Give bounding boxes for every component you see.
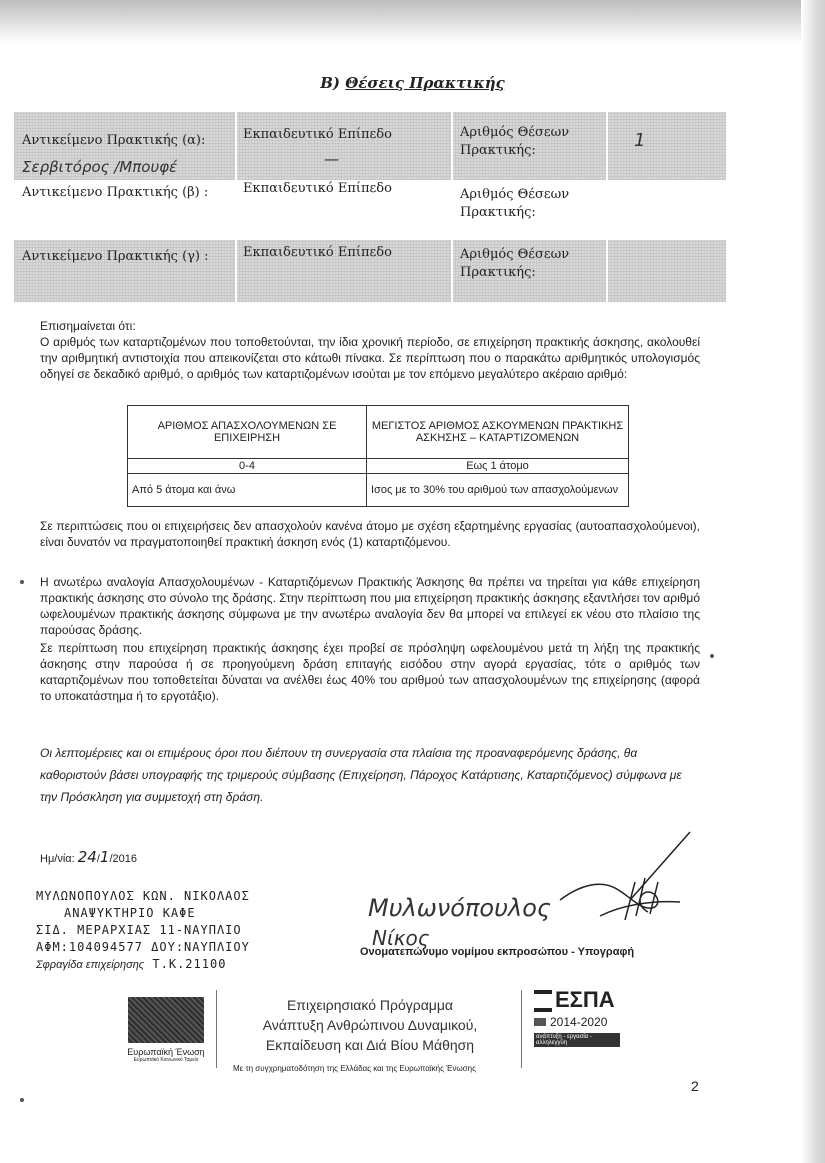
eu-mini-flag-icon [534, 1018, 546, 1026]
signature-scribble [540, 830, 700, 930]
table-header-row [128, 406, 629, 459]
programme-line-1: Επιχειρησιακό Πρόγραμμα [286, 997, 454, 1013]
espa-years: 2014-2020 [550, 1015, 608, 1029]
date-label: Ημ/νία: [40, 853, 75, 865]
company-stamp [36, 888, 250, 974]
section-prefix: B) [320, 74, 340, 92]
programme-line-2: Ανάπτυξη Ανθρώπινου Δυναμικού, [262, 1017, 478, 1033]
espa-logo [534, 987, 620, 1048]
signatory-surname: Μυλωνόπουλος [368, 894, 551, 922]
paragraph-text: Σε περίπτωση που επιχείρηση πρακτικής άσκησης έχει προβεί σε πρόσληψη ωφελουμένου μετά τη λήξη της πρακτικής άσκησης στην παρούσα ή σε προηγούμενη δράση επιταγής εισόδου στην αγορά εργασίας, τότε ο αριθμός των καταρτιζομένων που τοποθετείται δύναται να ανέλθει έως 40% του αριθμού των απασχολουμένων της επιχείρησης (αφορά το υποκατάστημα ή το εργοτάξιο). [40, 641, 700, 703]
paragraph-hiring [40, 640, 700, 704]
paragraph-self-employed [40, 518, 700, 550]
espa-mark-icon [534, 990, 552, 1012]
position-row-a [14, 112, 726, 180]
position-row-c [14, 240, 726, 302]
stamp-line-name: ΜΥΛΩΝΟΠΟΥΛΟΣ ΚΩΝ. ΝΙΚΟΛΑΟΣ [36, 889, 250, 903]
scan-speck [20, 580, 24, 584]
employees-table [127, 405, 629, 507]
scan-shadow-top [0, 0, 825, 44]
position-c-seats-label: Αριθμός Θέσεων Πρακτικής: [460, 247, 570, 280]
position-a-seats-label: Αριθμός Θέσεων Πρακτικής: [460, 125, 570, 158]
section-title-text: Θέσεις Πρακτικής [345, 74, 505, 92]
table-cell-employees: 0-4 [128, 459, 367, 474]
table-cell-employees: Από 5 άτομα και άνω [128, 474, 367, 507]
position-row-b [14, 180, 726, 240]
position-a-level-label: Εκπαιδευτικό Επίπεδο [243, 127, 392, 142]
date-day: 24 [77, 848, 97, 866]
programme-title [220, 995, 520, 1055]
espa-tagline: ανάπτυξη - εργασία - αλληλεγγύη [534, 1033, 620, 1047]
cofunding-note: Με τη συγχρηματοδότηση της Ελλάδας και της Ευρωπαϊκής Ένωσης [233, 1064, 476, 1073]
position-a-level-value: — [324, 150, 339, 168]
date-month: 1 [99, 848, 110, 866]
date-line: Ημ/νία: 24/1/2016 [40, 848, 137, 866]
position-b-seats-label: Αριθμός Θέσεων Πρακτικής: [460, 187, 570, 220]
stamp-line-address: ΣΙΔ. ΜΕΡΑΡΧΙΑΣ 11-ΝΑΥΠΛΙΟ [36, 923, 242, 937]
position-b-level-label: Εκπαιδευτικό Επίπεδο [243, 181, 392, 196]
scan-speck [710, 654, 714, 658]
table-cell-max: Εως 1 άτομο [367, 459, 629, 474]
paragraph-text: Σε περιπτώσεις που οι επιχειρήσεις δεν απασχολούν κανένα άτομο με σχέση εξαρτημένης εργασίας (αυτοαπασχολούμενοι), είναι δυνατόν να πραγματοποιηθεί πρακτική άσκηση ενός (1) καταρτιζόμενου. [40, 519, 700, 549]
eu-label: Ευρωπαϊκή Ένωση [127, 1047, 205, 1057]
signatory-handwritten-name [368, 893, 551, 953]
position-a-seats-value: 1 [634, 130, 646, 151]
section-title [0, 74, 825, 92]
stamp-line-business: ΑΝΑΨΥΚΤΗΡΙΟ ΚΑΦΕ [64, 906, 196, 920]
notice-block [40, 318, 700, 382]
footer-divider [216, 990, 217, 1068]
date-year: /2016 [109, 853, 137, 865]
eu-logo [126, 997, 206, 1071]
table-row [128, 459, 629, 474]
position-a-subject-label: Αντικείμενο Πρακτικής (α): [22, 133, 206, 148]
scan-shadow-right [801, 0, 825, 1163]
stamp-label: Σφραγίδα επιχείρησης [36, 959, 145, 971]
page-number: 2 [691, 1078, 699, 1094]
stamp-postcode: Τ.Κ.21100 [152, 957, 227, 971]
eu-flag-icon [128, 997, 204, 1043]
notice-paragraph: Ο αριθμός των καταρτιζομένων που τοποθετούνται, την ίδια χρονική περίοδο, σε επιχείρηση πρακτικής άσκησης, ακολουθεί την αριθμητική αντιστοιχία που απεικονίζεται στο κάτωθι πίνακα. Σε περίπτωση που ο παρακάτω αριθμητικός υπολογισμός οδηγεί σε δεκαδικό αριθμό, ο αριθμός των καταρτιζομένων ισούται με τον επόμενο μεγαλύτερο ακέραιο αριθμό: [40, 335, 700, 381]
table-cell-max: Ισος με το 30% του αριθμού των απασχολούμενων [367, 474, 629, 507]
stamp-line-tax: ΑΦΜ:104094577 ΔΟΥ:ΝΑΥΠΛΙΟΥ [36, 940, 250, 954]
position-b-subject-label: Αντικείμενο Πρακτικής (β) : [22, 185, 209, 200]
signatory-firstname: Νίκος [372, 926, 430, 950]
paragraph-ratio [40, 574, 700, 638]
table-header-max-trainees: ΜΕΓΙΣΤΟΣ ΑΡΙΘΜΟΣ ΑΣΚΟΥΜΕΝΩΝ ΠΡΑΚΤΙΚΗΣ ΑΣΚΗΣΗΣ – ΚΑΤΑΡΤΙΖΟΜΕΝΩΝ [367, 406, 629, 459]
position-c-subject-label: Αντικείμενο Πρακτικής (γ) : [22, 249, 209, 264]
table-header-employees: ΑΡΙΘΜΟΣ ΑΠΑΣΧΟΛΟΥΜΕΝΩΝ ΣΕ ΕΠΙΧΕΙΡΗΣΗ [128, 406, 367, 459]
position-c-level-label: Εκπαιδευτικό Επίπεδο [243, 245, 392, 260]
programme-line-3: Εκπαίδευση και Διά Βίου Μάθηση [265, 1037, 475, 1053]
paragraph-text: Η ανωτέρω αναλογία Απασχολουμένων - Καταρτιζόμενων Πρακτικής Άσκησης θα πρέπει να τηρείται για κάθε επιχείρηση πρακτικής άσκησης στο σύνολο της δράσης. Στην περίπτωση που μια επιχείρηση πρακτικής άσκησης εξαντλήσει τον αριθμό ωφελουμένων πρακτικής άσκησης σύμφωνα με την ανωτέρω αναλογία δεν θα μπορεί να επιλεγεί εκ νέου στο πλαίσιο της παρούσας δράσης. [40, 575, 700, 637]
scan-speck [20, 1098, 24, 1102]
notice-heading: Επισημαίνεται ότι: [40, 319, 136, 333]
footer-divider [521, 990, 522, 1068]
position-a-subject-value: Σερβιτόρος /Μπουφέ [22, 158, 178, 176]
terms-paragraph: Οι λεπτομέρειες και οι επιμέρους όροι που διέπουν τη συνεργασία στα πλαίσια της προαναφερόμενης δράσης, θα καθοριστούν βάσει υπογραφής της τριμερούς σύμβασης (Επιχείρηση, Πάροχος Κατάρτισης, Καταρτιζόμενος) σύμφωνα με την Πρόσκληση για συμμετοχή στη δράση. [40, 746, 682, 804]
stamp-line-bottom [36, 956, 250, 974]
eu-sublabel: Ευρωπαϊκό Κοινωνικό Ταμείο [133, 1057, 199, 1063]
table-row [128, 474, 629, 507]
espa-logo-text: ΕΣΠΑ [555, 987, 615, 1012]
signature-caption: Ονοματεπώνυμο νομίμου εκπροσώπου - Υπογραφή [360, 946, 635, 958]
